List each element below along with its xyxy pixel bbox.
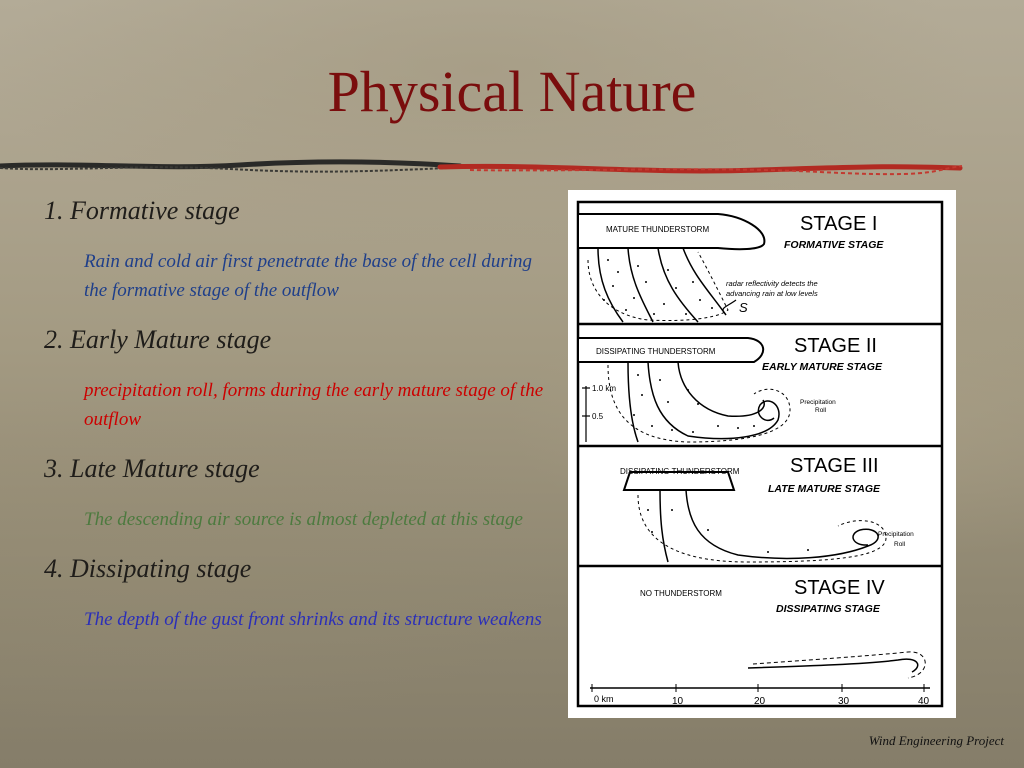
slide-title: Physical Nature <box>327 59 697 124</box>
stage-2-roll-line1: Precipitation <box>800 399 836 406</box>
axis-tick-10: 10 <box>672 696 684 707</box>
rain-dots <box>603 259 713 315</box>
stage-list <box>44 193 559 634</box>
stage-description-1: Rain and cold air first penetrate the base of the cell during the formative stage of the outflow <box>84 251 533 301</box>
stage-2-panel <box>578 335 883 442</box>
stage-3-number: STAGE III <box>790 455 879 477</box>
stage-2-storm-label: DISSIPATING THUNDERSTORM <box>596 347 716 356</box>
stage-1-panel <box>578 213 884 322</box>
stage-3-roll-line1: Precipitation <box>878 531 914 538</box>
distance-axis <box>590 684 930 707</box>
stage-1-number: STAGE I <box>800 213 878 235</box>
stage-2-name: EARLY MATURE STAGE <box>762 361 882 373</box>
stage-heading-3: 3. Late Mature stage <box>44 454 260 483</box>
stage-1-name: FORMATIVE STAGE <box>784 239 884 251</box>
stage-3-storm-label: DISSIPATING THUNDERSTORM <box>620 467 740 476</box>
rain-outline <box>588 252 728 321</box>
axis-tick-30: 30 <box>838 696 850 707</box>
stage-description-4: The depth of the gust front shrinks and its structure weakens <box>84 609 542 630</box>
stage-2-number: STAGE II <box>794 335 877 357</box>
weak-outflow-streamline <box>748 659 918 672</box>
stage-heading-4: 4. Dissipating stage <box>44 554 252 583</box>
precipitation-roll-streamlines <box>628 362 779 442</box>
axis-tick-20: 20 <box>754 696 766 707</box>
gust-front-streamlines <box>660 490 878 562</box>
stage-heading-2: 2. Early Mature stage <box>44 325 272 354</box>
outflow-stages-diagram <box>568 190 956 718</box>
decorative-brush-rule <box>0 152 1024 188</box>
stage-1-note-line1: radar reflectivity detects the <box>726 279 818 288</box>
stage-3-roll-line2: Roll <box>894 541 906 548</box>
rain-dots <box>633 374 755 433</box>
stage-item-4 <box>44 551 559 634</box>
stage-2-roll-line2: Roll <box>815 407 827 414</box>
axis-tick-40: 40 <box>918 696 930 707</box>
height-label-1km: 1.0 km <box>592 384 617 393</box>
axis-tick-0: 0 km <box>594 694 614 704</box>
stage-description-3: The descending air source is almost depleted at this stage <box>84 509 523 530</box>
stage-item-2 <box>44 322 559 434</box>
stage-4-number: STAGE IV <box>794 577 885 599</box>
stage-1-marker: S <box>739 300 748 315</box>
arrow-icon <box>723 300 736 312</box>
stage-4-storm-label: NO THUNDERSTORM <box>640 589 722 598</box>
stage-heading-1: 1. Formative stage <box>44 196 240 225</box>
rain-dots <box>647 509 809 553</box>
stage-description-2: precipitation roll, forms during the early mature stage of the outflow <box>84 380 544 430</box>
stage-1-note-line2: advancing rain at low levels <box>726 289 818 298</box>
footer-credit: Wind Engineering Project <box>868 733 1004 748</box>
height-label-half-km: 0.5 <box>592 412 604 421</box>
stage-item-3 <box>44 451 559 534</box>
stage-item-1 <box>44 193 559 305</box>
stage-4-panel <box>640 577 925 678</box>
stage-3-name: LATE MATURE STAGE <box>768 483 880 495</box>
stage-1-storm-label: MATURE THUNDERSTORM <box>606 225 710 234</box>
stage-4-name: DISSIPATING STAGE <box>776 603 880 615</box>
stage-3-panel <box>620 455 914 562</box>
